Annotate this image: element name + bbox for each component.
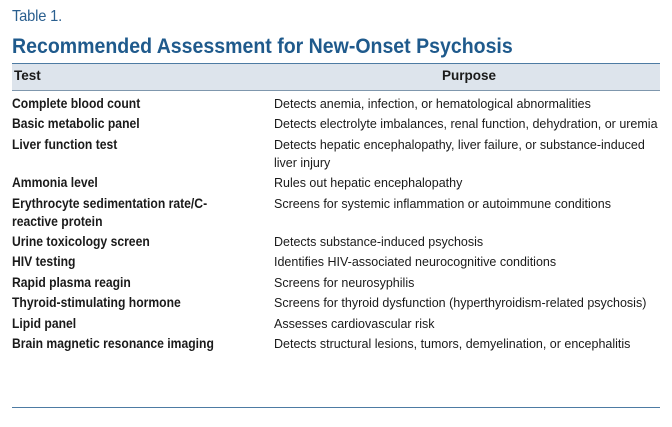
test-cell: Rapid plasma reagin	[12, 274, 131, 290]
purpose-cell: Detects structural lesions, tumors, demyelination, or encephalitis	[274, 336, 631, 351]
purpose-cell: Screens for systemic inflammation or autoimmune conditions	[274, 196, 611, 211]
test-cell: Erythrocyte sedimentation rate/C-reactive protein	[12, 195, 208, 229]
test-cell: Complete blood count	[12, 96, 141, 111]
test-cell: HIV testing	[12, 254, 76, 270]
table-body	[12, 95, 660, 353]
test-cell: Thyroid-stimulating hormone	[12, 295, 181, 311]
purpose-cell: Detects electrolyte imbalances, renal function, dehydration, or uremia	[274, 117, 658, 132]
purpose-cell: Detects hepatic encephalopathy, liver failure, or substance-induced liver injury	[274, 137, 645, 170]
purpose-cell: Assesses cardiovascular risk	[274, 316, 435, 331]
table-row	[12, 335, 660, 353]
table-header	[12, 64, 660, 90]
table-row	[12, 274, 660, 292]
table-row	[12, 233, 660, 251]
table-row	[12, 195, 660, 231]
test-cell: Lipid panel	[12, 315, 77, 331]
test-cell: Liver function test	[12, 136, 118, 152]
purpose-cell: Screens for neurosyphilis	[274, 275, 415, 290]
table-label: Table 1.	[12, 8, 63, 25]
table-row	[12, 174, 660, 192]
purpose-cell: Detects substance-induced psychosis	[274, 234, 484, 249]
table-title: Recommended Assessment for New-Onset Psychosis	[12, 35, 513, 58]
purpose-cell: Detects anemia, infection, or hematological abnormalities	[274, 97, 591, 111]
test-cell: Urine toxicology screen	[12, 233, 150, 249]
bottom-rule	[12, 407, 660, 408]
test-cell: Brain magnetic resonance imaging	[12, 335, 214, 351]
test-cell: Ammonia level	[12, 175, 98, 191]
purpose-cell: Identifies HIV-associated neurocognitive conditions	[274, 255, 557, 270]
header-test: Test	[14, 68, 41, 83]
table-row	[12, 294, 660, 312]
table-container	[12, 6, 660, 355]
header-rule	[12, 90, 660, 91]
table-row	[12, 315, 660, 333]
test-cell: Basic metabolic panel	[12, 116, 140, 132]
purpose-cell: Screens for thyroid dysfunction (hyperthyroidism-related psychosis)	[274, 296, 647, 311]
purpose-cell: Rules out hepatic encephalopathy	[274, 176, 463, 191]
table-row	[12, 253, 660, 271]
table-row	[12, 115, 660, 133]
table-row	[12, 136, 660, 172]
header-purpose: Purpose	[442, 68, 497, 83]
table-row	[12, 95, 660, 113]
